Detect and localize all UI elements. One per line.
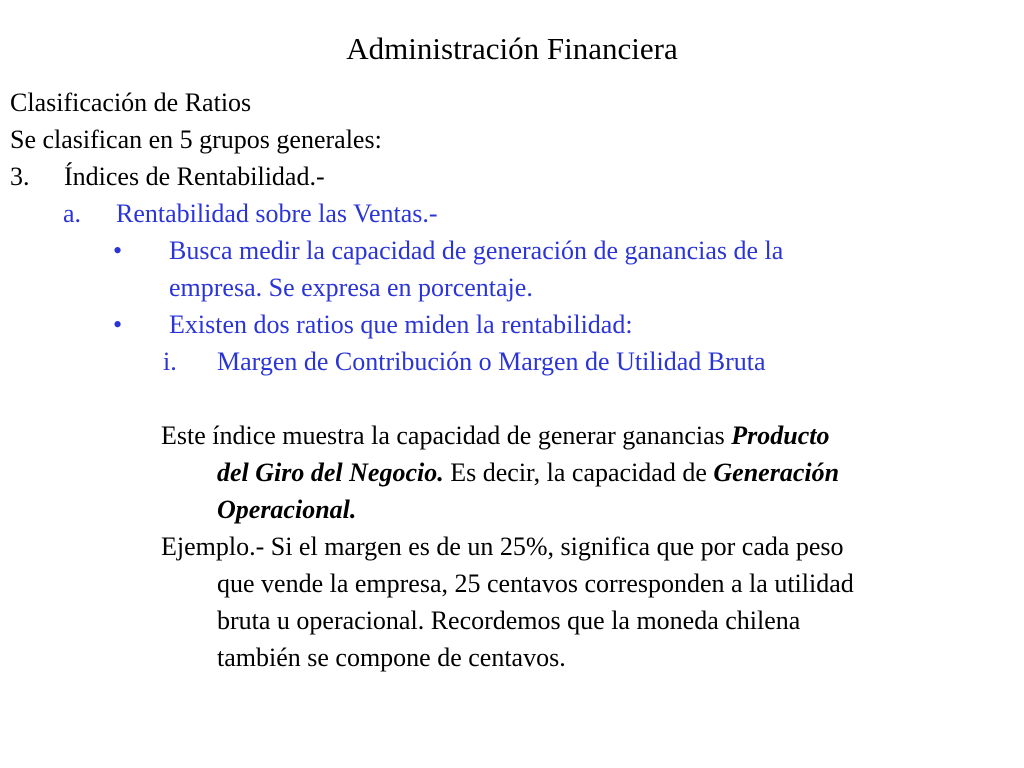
section-item [10,158,1010,195]
bullet-item [10,306,1010,343]
slide-body [10,84,1010,676]
bullet-text: empresa. Se expresa en porcentaje. [169,273,533,302]
roman-item [10,343,1010,380]
subsection-item [10,195,1010,232]
spacer [10,380,1010,417]
bullet-icon: • [113,236,123,265]
roman-label: Margen de Contribución o Margen de Utilidad Bruta [217,347,766,376]
bullet-text: Existen dos ratios que miden la rentabilidad: [169,310,633,339]
section-number: 3. [10,162,30,191]
section-label: Índices de Rentabilidad.- [64,162,325,191]
bullet-item-continuation [10,269,1010,306]
slide-title: Administración Financiera [346,31,678,66]
bullet-icon: • [113,310,123,339]
subsection-label: Rentabilidad sobre las Ventas.- [116,199,438,228]
bullet-item [10,232,1010,269]
intro-line: Se clasifican en 5 grupos generales: [10,125,382,154]
roman-numeral: i. [163,347,177,376]
paragraph-ejemplo: Ejemplo.- Si el margen es de un 25%, significa que por cada peso que vende la empresa, 25 centavos corresponden a la utilidad bruta u operacional. Recordemos que la moneda chilena también se compone de centavos. [161,532,854,672]
subsection-letter: a. [63,199,82,228]
bullet-text: Busca medir la capacidad de generación de ganancias de la [169,236,784,265]
paragraph-indice: Este índice muestra la capacidad de generar ganancias Producto del Giro del Negocio. Es decir, la capacidad de Generación Operacional. [161,421,840,524]
heading: Clasificación de Ratios [10,88,252,117]
